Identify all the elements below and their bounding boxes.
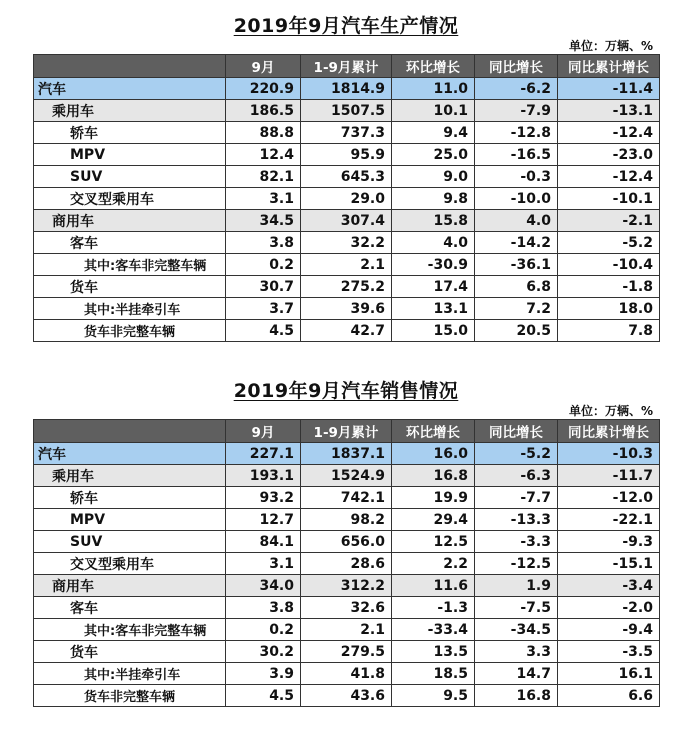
value-cell: 2.1 [301, 619, 392, 641]
value-cell: 7.2 [475, 298, 558, 320]
value-cell: -11.7 [558, 465, 660, 487]
value-cell: 9.4 [392, 122, 475, 144]
value-cell: 193.1 [226, 465, 301, 487]
header-cell: 同比累计增长 [558, 55, 660, 78]
value-cell: -6.3 [475, 465, 558, 487]
table-row [34, 487, 660, 509]
row-label: 其中:半挂牵引车 [34, 663, 226, 685]
value-cell: -10.3 [558, 443, 660, 465]
value-cell: -2.1 [558, 210, 660, 232]
value-cell: 3.3 [475, 641, 558, 663]
row-label: 轿车 [34, 487, 226, 509]
row-label: 商用车 [34, 575, 226, 597]
row-label: 其中:客车非完整车辆 [34, 254, 226, 276]
value-cell: 1524.9 [301, 465, 392, 487]
row-label: 其中:半挂牵引车 [34, 298, 226, 320]
value-cell: 9.5 [392, 685, 475, 707]
value-cell: -11.4 [558, 78, 660, 100]
table-row [34, 276, 660, 298]
value-cell: -2.0 [558, 597, 660, 619]
value-cell: 0.2 [226, 619, 301, 641]
value-cell: 32.6 [301, 597, 392, 619]
value-cell: 30.7 [226, 276, 301, 298]
table-row [34, 298, 660, 320]
table-row [34, 443, 660, 465]
row-label: 交叉型乘用车 [34, 188, 226, 210]
table-row [34, 531, 660, 553]
value-cell: -3.4 [558, 575, 660, 597]
value-cell: 84.1 [226, 531, 301, 553]
value-cell: 98.2 [301, 509, 392, 531]
value-cell: 12.5 [392, 531, 475, 553]
value-cell: 1507.5 [301, 100, 392, 122]
value-cell: -22.1 [558, 509, 660, 531]
value-cell: -12.5 [475, 553, 558, 575]
value-cell: -12.8 [475, 122, 558, 144]
value-cell: 3.1 [226, 188, 301, 210]
header-cell: 1-9月累计 [301, 55, 392, 78]
row-label: 客车 [34, 232, 226, 254]
value-cell: 82.1 [226, 166, 301, 188]
row-label: 货车 [34, 641, 226, 663]
row-label: 轿车 [34, 122, 226, 144]
sales-table-body [34, 443, 660, 707]
value-cell: 7.8 [558, 320, 660, 342]
value-cell: 6.6 [558, 685, 660, 707]
sales-table [33, 419, 660, 707]
value-cell: 220.9 [226, 78, 301, 100]
value-cell: -10.4 [558, 254, 660, 276]
value-cell: 18.0 [558, 298, 660, 320]
table-row [34, 166, 660, 188]
value-cell: 95.9 [301, 144, 392, 166]
value-cell: -3.3 [475, 531, 558, 553]
value-cell: -9.4 [558, 619, 660, 641]
header-cell: 9月 [226, 420, 301, 443]
value-cell: 3.1 [226, 553, 301, 575]
value-cell: 279.5 [301, 641, 392, 663]
value-cell: 16.8 [392, 465, 475, 487]
value-cell: 29.4 [392, 509, 475, 531]
table-row [34, 188, 660, 210]
value-cell: -1.8 [558, 276, 660, 298]
value-cell: 29.0 [301, 188, 392, 210]
value-cell: 737.3 [301, 122, 392, 144]
table-row [34, 100, 660, 122]
header-cell [34, 55, 226, 78]
value-cell: 186.5 [226, 100, 301, 122]
header-cell: 同比增长 [475, 420, 558, 443]
sales-section [33, 379, 659, 707]
value-cell: 42.7 [301, 320, 392, 342]
value-cell: 3.7 [226, 298, 301, 320]
row-label: 商用车 [34, 210, 226, 232]
value-cell: 18.5 [392, 663, 475, 685]
row-label: 货车非完整车辆 [34, 320, 226, 342]
row-label: 汽车 [34, 443, 226, 465]
value-cell: 227.1 [226, 443, 301, 465]
value-cell: -7.7 [475, 487, 558, 509]
header-cell: 环比增长 [392, 420, 475, 443]
row-label: 客车 [34, 597, 226, 619]
value-cell: 4.0 [392, 232, 475, 254]
header-cell: 同比增长 [475, 55, 558, 78]
value-cell: 275.2 [301, 276, 392, 298]
value-cell: -12.4 [558, 122, 660, 144]
table-row [34, 144, 660, 166]
header-cell: 9月 [226, 55, 301, 78]
value-cell: 4.5 [226, 320, 301, 342]
value-cell: 1814.9 [301, 78, 392, 100]
value-cell: -7.5 [475, 597, 558, 619]
row-label: SUV [34, 166, 226, 188]
value-cell: 11.0 [392, 78, 475, 100]
value-cell: 16.8 [475, 685, 558, 707]
value-cell: -9.3 [558, 531, 660, 553]
value-cell: 742.1 [301, 487, 392, 509]
value-cell: 16.0 [392, 443, 475, 465]
value-cell: 17.4 [392, 276, 475, 298]
value-cell: 34.5 [226, 210, 301, 232]
production-header-row [34, 55, 660, 78]
row-label: MPV [34, 509, 226, 531]
value-cell: 43.6 [301, 685, 392, 707]
value-cell: -5.2 [558, 232, 660, 254]
value-cell: 12.4 [226, 144, 301, 166]
value-cell: 307.4 [301, 210, 392, 232]
production-unit-label: 单位：万辆、% [568, 39, 653, 53]
table-row [34, 122, 660, 144]
table-row [34, 78, 660, 100]
value-cell: -30.9 [392, 254, 475, 276]
header-cell [34, 420, 226, 443]
value-cell: 4.0 [475, 210, 558, 232]
production-table-body [34, 78, 660, 342]
value-cell: -7.9 [475, 100, 558, 122]
value-cell: 32.2 [301, 232, 392, 254]
sales-title: 2019年9月汽车销售情况 [233, 380, 459, 402]
row-label: 货车非完整车辆 [34, 685, 226, 707]
value-cell: -13.1 [558, 100, 660, 122]
header-cell: 1-9月累计 [301, 420, 392, 443]
table-row [34, 575, 660, 597]
row-label: 乘用车 [34, 100, 226, 122]
value-cell: 25.0 [392, 144, 475, 166]
value-cell: 13.1 [392, 298, 475, 320]
row-label: 交叉型乘用车 [34, 553, 226, 575]
value-cell: 19.9 [392, 487, 475, 509]
value-cell: 3.8 [226, 597, 301, 619]
table-row [34, 597, 660, 619]
value-cell: -34.5 [475, 619, 558, 641]
production-section [33, 14, 659, 342]
row-label: 其中:客车非完整车辆 [34, 619, 226, 641]
value-cell: 15.0 [392, 320, 475, 342]
value-cell: -14.2 [475, 232, 558, 254]
row-label: SUV [34, 531, 226, 553]
table-row [34, 465, 660, 487]
table-row [34, 685, 660, 707]
value-cell: -10.0 [475, 188, 558, 210]
header-cell: 同比累计增长 [558, 420, 660, 443]
value-cell: 20.5 [475, 320, 558, 342]
value-cell: 4.5 [226, 685, 301, 707]
value-cell: -5.2 [475, 443, 558, 465]
value-cell: 9.8 [392, 188, 475, 210]
value-cell: 30.2 [226, 641, 301, 663]
value-cell: -1.3 [392, 597, 475, 619]
value-cell: 1.9 [475, 575, 558, 597]
value-cell: -0.3 [475, 166, 558, 188]
value-cell: 16.1 [558, 663, 660, 685]
production-table [33, 54, 660, 342]
table-row [34, 232, 660, 254]
value-cell: 3.9 [226, 663, 301, 685]
value-cell: 13.5 [392, 641, 475, 663]
value-cell: -15.1 [558, 553, 660, 575]
value-cell: 1837.1 [301, 443, 392, 465]
value-cell: 28.6 [301, 553, 392, 575]
value-cell: 41.8 [301, 663, 392, 685]
table-row [34, 663, 660, 685]
value-cell: -23.0 [558, 144, 660, 166]
value-cell: 3.8 [226, 232, 301, 254]
value-cell: 10.1 [392, 100, 475, 122]
table-row [34, 641, 660, 663]
value-cell: 34.0 [226, 575, 301, 597]
value-cell: -10.1 [558, 188, 660, 210]
value-cell: 12.7 [226, 509, 301, 531]
table-row [34, 254, 660, 276]
value-cell: 9.0 [392, 166, 475, 188]
row-label: MPV [34, 144, 226, 166]
table-row [34, 509, 660, 531]
table-row [34, 619, 660, 641]
value-cell: -12.4 [558, 166, 660, 188]
table-row [34, 210, 660, 232]
value-cell: -36.1 [475, 254, 558, 276]
value-cell: -6.2 [475, 78, 558, 100]
value-cell: 312.2 [301, 575, 392, 597]
value-cell: 6.8 [475, 276, 558, 298]
value-cell: -33.4 [392, 619, 475, 641]
table-row [34, 320, 660, 342]
value-cell: 39.6 [301, 298, 392, 320]
production-title: 2019年9月汽车生产情况 [233, 15, 459, 37]
value-cell: 0.2 [226, 254, 301, 276]
value-cell: -12.0 [558, 487, 660, 509]
value-cell: 2.1 [301, 254, 392, 276]
value-cell: -13.3 [475, 509, 558, 531]
header-cell: 环比增长 [392, 55, 475, 78]
row-label: 货车 [34, 276, 226, 298]
value-cell: -16.5 [475, 144, 558, 166]
value-cell: 14.7 [475, 663, 558, 685]
value-cell: 88.8 [226, 122, 301, 144]
value-cell: 11.6 [392, 575, 475, 597]
sales-unit-label: 单位：万辆、% [568, 404, 653, 418]
row-label: 汽车 [34, 78, 226, 100]
value-cell: 645.3 [301, 166, 392, 188]
value-cell: 656.0 [301, 531, 392, 553]
value-cell: 2.2 [392, 553, 475, 575]
value-cell: -3.5 [558, 641, 660, 663]
row-label: 乘用车 [34, 465, 226, 487]
value-cell: 93.2 [226, 487, 301, 509]
table-row [34, 553, 660, 575]
value-cell: 15.8 [392, 210, 475, 232]
sales-header-row [34, 420, 660, 443]
